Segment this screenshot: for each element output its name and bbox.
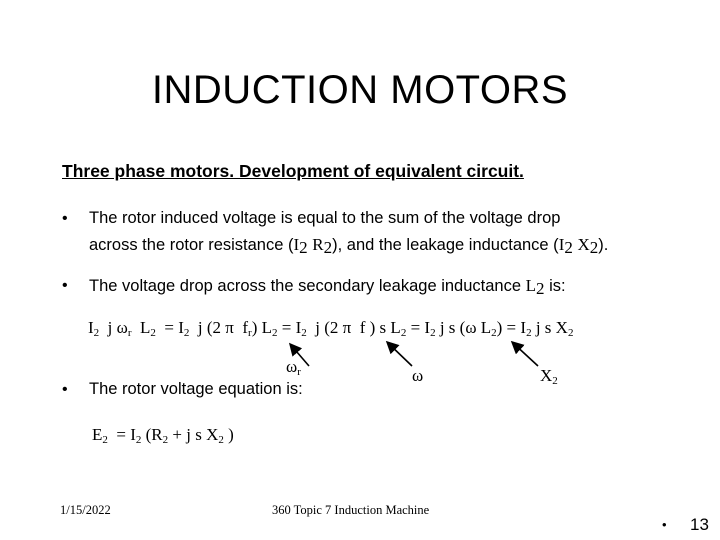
footer-title: 360 Topic 7 Induction Machine bbox=[272, 503, 430, 517]
bullet2-text: The voltage drop across the secondary leakage inductance $L_2$ is: bbox=[89, 276, 566, 298]
arrow-omega bbox=[387, 342, 412, 366]
bullet-marker-2: • bbox=[62, 277, 68, 294]
bullet1-line1: The rotor induced voltage is equal to the sum of the voltage drop bbox=[89, 209, 561, 227]
equation-leakage-voltage: $I_2$ j $\omega_r$ $L_2 = I_2$ j (2 π $f_r$) $L_2 = I_2$ j (2 π f ) s $L_2 = I_2$ j s (ω $L_2) = I_2$ j s $X_2$ bbox=[88, 318, 574, 339]
bullet3-text: The rotor voltage equation is: bbox=[89, 380, 303, 398]
bullet-marker-1: • bbox=[62, 210, 68, 227]
label-omega-r: $\omega_r$ bbox=[286, 357, 301, 378]
page-number: 13 bbox=[690, 515, 709, 534]
footer-date: 1/15/2022 bbox=[60, 503, 111, 517]
slide-title: INDUCTION MOTORS bbox=[151, 68, 569, 112]
arrow-x2 bbox=[512, 342, 538, 366]
footer-bullet: • bbox=[662, 517, 667, 532]
bullet-marker-3: • bbox=[62, 381, 68, 398]
label-omega: ω bbox=[412, 366, 424, 385]
bullet1-line2: across the rotor resistance ($I_2$ $R_2$), and the leakage inductance ($I_2$ $X_2$). bbox=[89, 235, 609, 257]
slide-subtitle: Three phase motors. Development of equivalent circuit. bbox=[62, 161, 524, 181]
label-x2: $X_2$ bbox=[540, 366, 558, 387]
equation-rotor-voltage: $E_2 = I_2$ ($R_2 + j$ s $X_2$ ) bbox=[92, 425, 234, 446]
